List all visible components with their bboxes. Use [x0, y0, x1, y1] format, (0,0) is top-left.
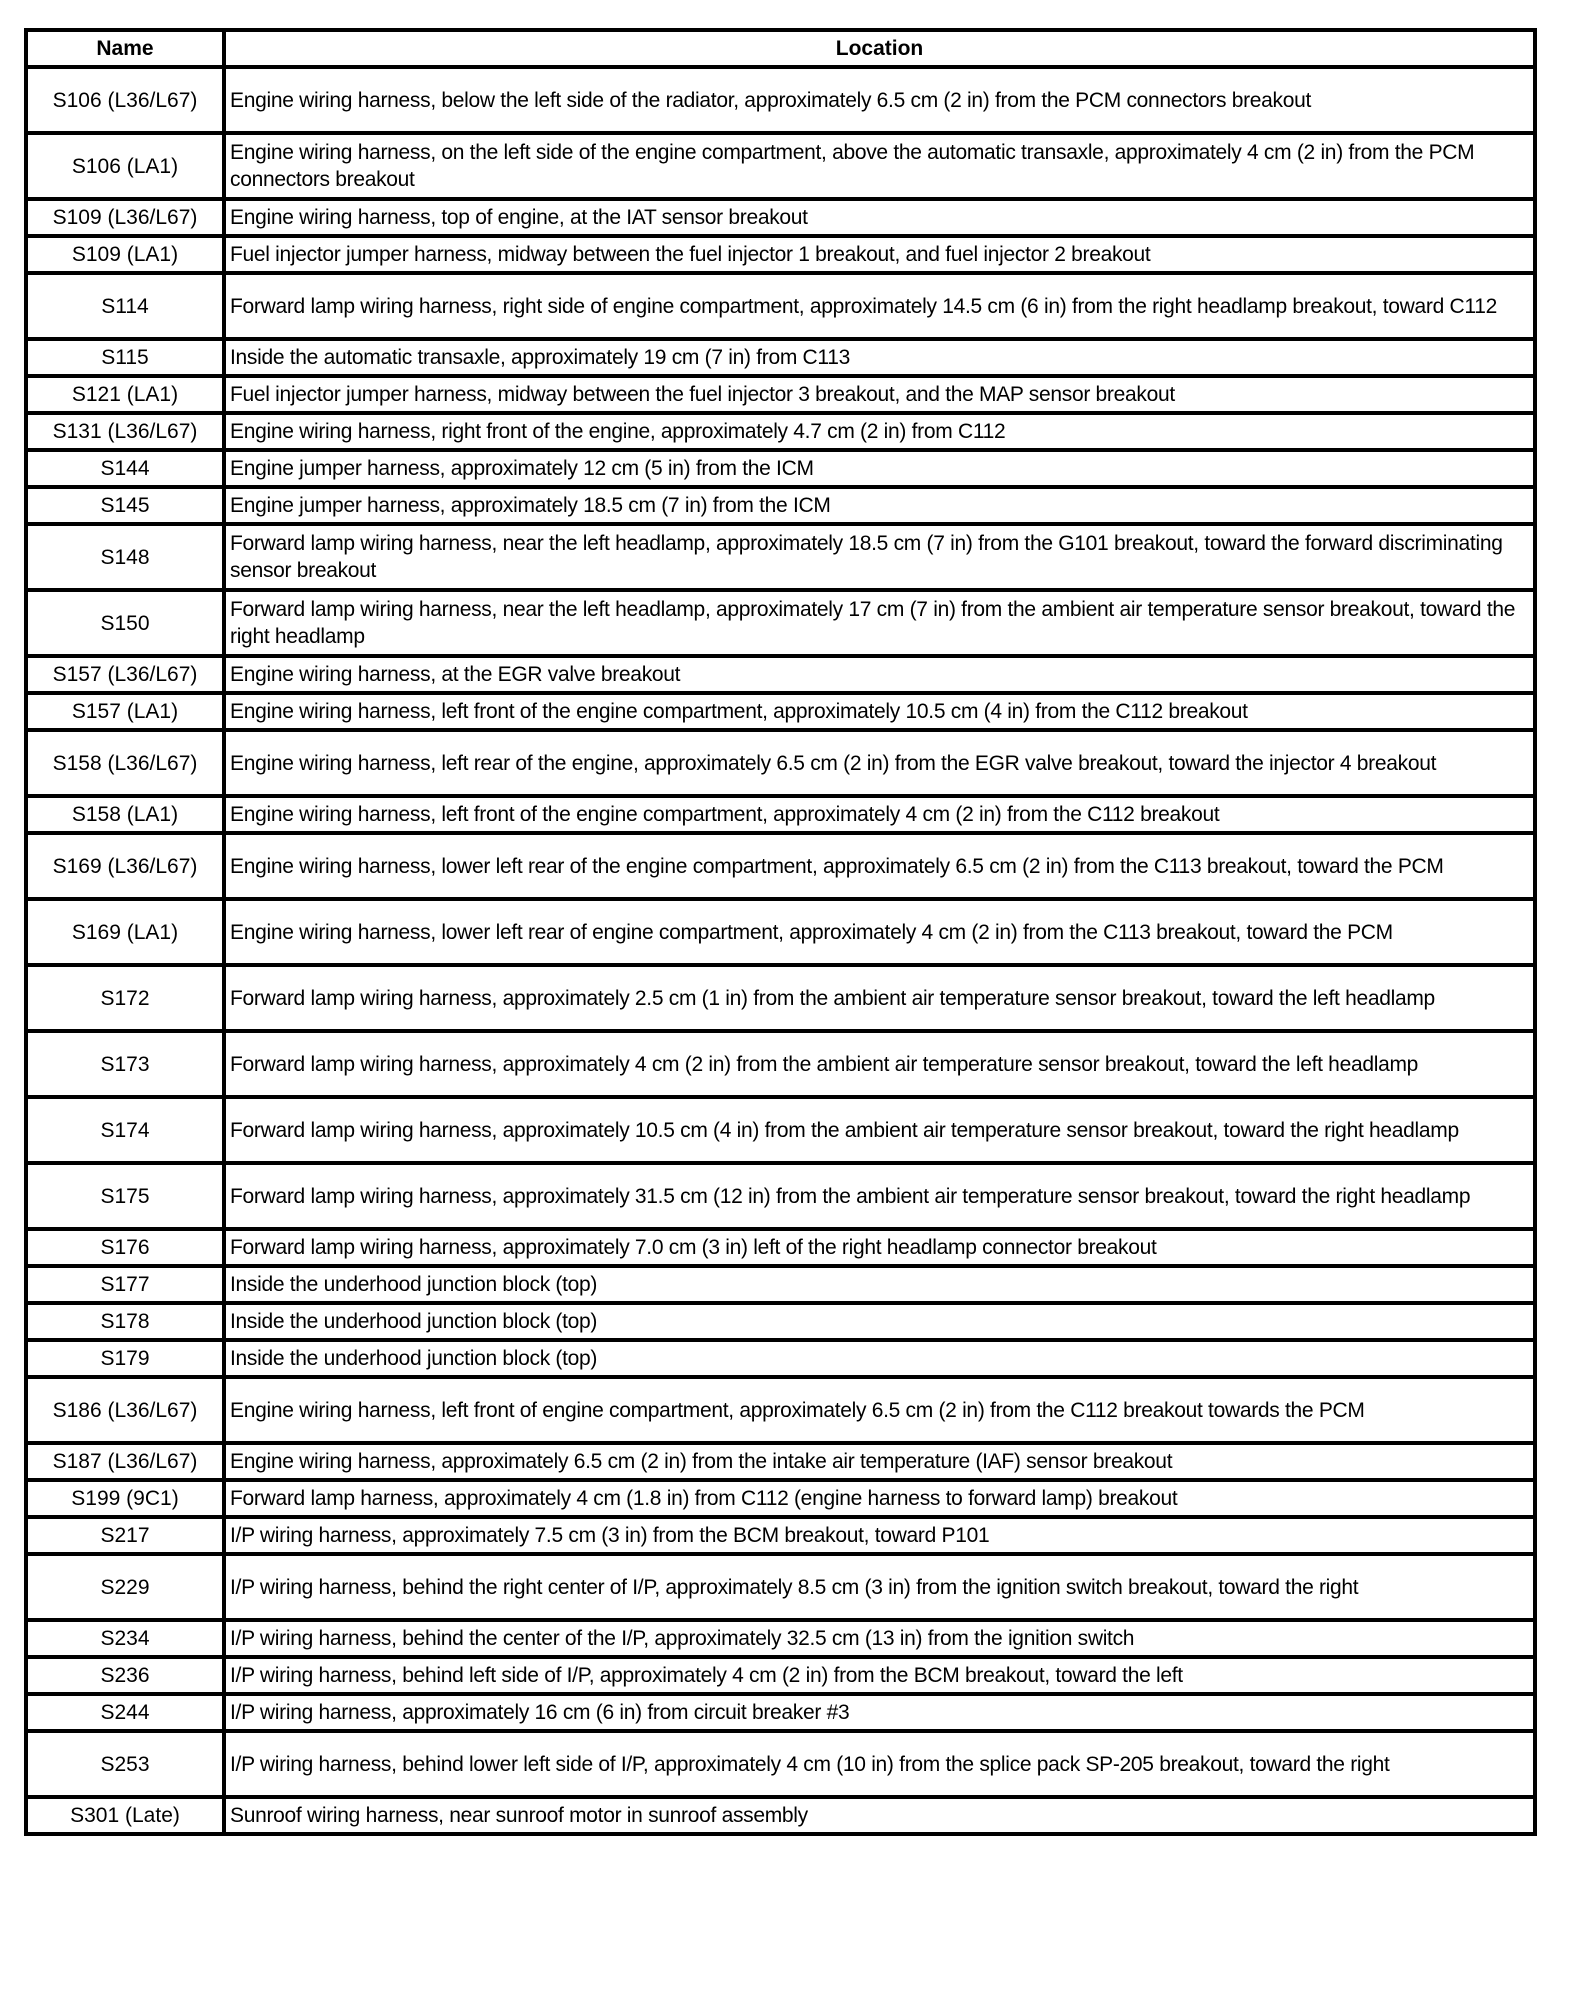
splice-name-cell: S229 — [26, 1554, 224, 1620]
column-header-location: Location — [224, 30, 1535, 67]
splice-location-cell: Forward lamp wiring harness, near the left headlamp, approximately 18.5 cm (7 in) from the G101 breakout, toward the forward discriminating sensor breakout — [224, 524, 1535, 590]
splice-location-cell: Forward lamp wiring harness, approximately 4 cm (2 in) from the ambient air temperature sensor breakout, toward the left headlamp — [224, 1031, 1535, 1097]
splice-location-cell: Engine wiring harness, lower left rear of the engine compartment, approximately 6.5 cm (2 in) from the C113 breakout, toward the PCM — [224, 833, 1535, 899]
splice-location-cell: Engine wiring harness, approximately 6.5 cm (2 in) from the intake air temperature (IAF) sensor breakout — [224, 1443, 1535, 1480]
splice-name-cell: S176 — [26, 1229, 224, 1266]
table-row — [26, 1031, 1535, 1097]
splice-name-cell: S157 (L36/L67) — [26, 656, 224, 693]
table-row — [26, 730, 1535, 796]
splice-name-cell: S173 — [26, 1031, 224, 1097]
table-row — [26, 413, 1535, 450]
table-row — [26, 1163, 1535, 1229]
table-row — [26, 1303, 1535, 1340]
table-row — [26, 1797, 1535, 1834]
splice-location-cell: Forward lamp wiring harness, right side of engine compartment, approximately 14.5 cm (6 in) from the right headlamp breakout, toward C112 — [224, 273, 1535, 339]
splice-location-cell: Forward lamp harness, approximately 4 cm (1.8 in) from C112 (engine harness to forward lamp) breakout — [224, 1480, 1535, 1517]
splice-location-cell: Inside the underhood junction block (top) — [224, 1303, 1535, 1340]
table-row — [26, 339, 1535, 376]
splice-location-cell: Engine wiring harness, on the left side of the engine compartment, above the automatic transaxle, approximately 4 cm (2 in) from the PCM connectors breakout — [224, 133, 1535, 199]
splice-location-cell: Engine wiring harness, left rear of the engine, approximately 6.5 cm (2 in) from the EGR valve breakout, toward the injector 4 breakout — [224, 730, 1535, 796]
splice-location-cell: Engine wiring harness, at the EGR valve breakout — [224, 656, 1535, 693]
table-row — [26, 67, 1535, 133]
table-row — [26, 1731, 1535, 1797]
splice-name-cell: S158 (LA1) — [26, 796, 224, 833]
table-row — [26, 965, 1535, 1031]
splice-location-cell: Forward lamp wiring harness, near the left headlamp, approximately 17 cm (7 in) from the ambient air temperature sensor breakout, toward the right headlamp — [224, 590, 1535, 656]
splice-name-cell: S234 — [26, 1620, 224, 1657]
splice-name-cell: S106 (LA1) — [26, 133, 224, 199]
splice-name-cell: S121 (LA1) — [26, 376, 224, 413]
splice-location-cell: Engine jumper harness, approximately 12 cm (5 in) from the ICM — [224, 450, 1535, 487]
splice-location-table — [24, 28, 1537, 1836]
splice-location-cell: Engine wiring harness, left front of the engine compartment, approximately 4 cm (2 in) from the C112 breakout — [224, 796, 1535, 833]
table-header-row — [26, 30, 1535, 67]
splice-location-cell: I/P wiring harness, approximately 16 cm (6 in) from circuit breaker #3 — [224, 1694, 1535, 1731]
splice-name-cell: S106 (L36/L67) — [26, 67, 224, 133]
splice-name-cell: S236 — [26, 1657, 224, 1694]
splice-location-cell: Fuel injector jumper harness, midway between the fuel injector 1 breakout, and fuel injector 2 breakout — [224, 236, 1535, 273]
splice-location-cell: Engine wiring harness, left front of the engine compartment, approximately 10.5 cm (4 in) from the C112 breakout — [224, 693, 1535, 730]
splice-location-cell: I/P wiring harness, behind the center of the I/P, approximately 32.5 cm (13 in) from the ignition switch — [224, 1620, 1535, 1657]
splice-location-cell: I/P wiring harness, behind the right center of I/P, approximately 8.5 cm (3 in) from the ignition switch breakout, toward the right — [224, 1554, 1535, 1620]
splice-name-cell: S178 — [26, 1303, 224, 1340]
splice-name-cell: S144 — [26, 450, 224, 487]
table-row — [26, 236, 1535, 273]
table-row — [26, 376, 1535, 413]
table-row — [26, 487, 1535, 524]
table-row — [26, 524, 1535, 590]
table-row — [26, 833, 1535, 899]
splice-name-cell: S175 — [26, 1163, 224, 1229]
table-row — [26, 693, 1535, 730]
table-row — [26, 899, 1535, 965]
splice-location-cell: Fuel injector jumper harness, midway between the fuel injector 3 breakout, and the MAP sensor breakout — [224, 376, 1535, 413]
splice-location-cell: I/P wiring harness, behind lower left side of I/P, approximately 4 cm (10 in) from the splice pack SP-205 breakout, toward the right — [224, 1731, 1535, 1797]
splice-location-cell: Engine wiring harness, top of engine, at the IAT sensor breakout — [224, 199, 1535, 236]
splice-name-cell: S169 (L36/L67) — [26, 833, 224, 899]
table-row — [26, 1517, 1535, 1554]
table-row — [26, 1097, 1535, 1163]
splice-name-cell: S177 — [26, 1266, 224, 1303]
table-row — [26, 1443, 1535, 1480]
splice-name-cell: S150 — [26, 590, 224, 656]
column-header-name: Name — [26, 30, 224, 67]
table-row — [26, 199, 1535, 236]
splice-location-cell: Inside the underhood junction block (top) — [224, 1266, 1535, 1303]
splice-name-cell: S115 — [26, 339, 224, 376]
splice-location-cell: Forward lamp wiring harness, approximately 31.5 cm (12 in) from the ambient air temperature sensor breakout, toward the right headlamp — [224, 1163, 1535, 1229]
table-row — [26, 133, 1535, 199]
table-row — [26, 1480, 1535, 1517]
splice-location-cell: Forward lamp wiring harness, approximately 2.5 cm (1 in) from the ambient air temperature sensor breakout, toward the left headlamp — [224, 965, 1535, 1031]
splice-name-cell: S169 (LA1) — [26, 899, 224, 965]
splice-name-cell: S301 (Late) — [26, 1797, 224, 1834]
table-row — [26, 796, 1535, 833]
splice-name-cell: S217 — [26, 1517, 224, 1554]
table-row — [26, 1657, 1535, 1694]
splice-location-cell: Engine wiring harness, lower left rear of engine compartment, approximately 4 cm (2 in) from the C113 breakout, toward the PCM — [224, 899, 1535, 965]
splice-name-cell: S199 (9C1) — [26, 1480, 224, 1517]
splice-location-cell: I/P wiring harness, behind left side of I/P, approximately 4 cm (2 in) from the BCM breakout, toward the left — [224, 1657, 1535, 1694]
splice-name-cell: S109 (L36/L67) — [26, 199, 224, 236]
splice-name-cell: S253 — [26, 1731, 224, 1797]
splice-name-cell: S187 (L36/L67) — [26, 1443, 224, 1480]
splice-name-cell: S174 — [26, 1097, 224, 1163]
splice-location-cell: I/P wiring harness, approximately 7.5 cm (3 in) from the BCM breakout, toward P101 — [224, 1517, 1535, 1554]
table-row — [26, 590, 1535, 656]
splice-name-cell: S109 (LA1) — [26, 236, 224, 273]
splice-name-cell: S186 (L36/L67) — [26, 1377, 224, 1443]
splice-location-cell: Sunroof wiring harness, near sunroof motor in sunroof assembly — [224, 1797, 1535, 1834]
splice-name-cell: S148 — [26, 524, 224, 590]
splice-name-cell: S172 — [26, 965, 224, 1031]
splice-location-cell: Forward lamp wiring harness, approximately 7.0 cm (3 in) left of the right headlamp connector breakout — [224, 1229, 1535, 1266]
table-row — [26, 1340, 1535, 1377]
splice-location-cell: Engine jumper harness, approximately 18.5 cm (7 in) from the ICM — [224, 487, 1535, 524]
splice-location-cell: Engine wiring harness, below the left side of the radiator, approximately 6.5 cm (2 in) from the PCM connectors breakout — [224, 67, 1535, 133]
table-row — [26, 656, 1535, 693]
table-row — [26, 1620, 1535, 1657]
splice-location-cell: Inside the automatic transaxle, approximately 19 cm (7 in) from C113 — [224, 339, 1535, 376]
table-row — [26, 1266, 1535, 1303]
splice-name-cell: S244 — [26, 1694, 224, 1731]
table-row — [26, 1554, 1535, 1620]
table-body — [26, 67, 1535, 1834]
splice-location-cell: Engine wiring harness, right front of the engine, approximately 4.7 cm (2 in) from C112 — [224, 413, 1535, 450]
splice-name-cell: S131 (L36/L67) — [26, 413, 224, 450]
table-row — [26, 1694, 1535, 1731]
table-row — [26, 1229, 1535, 1266]
splice-name-cell: S145 — [26, 487, 224, 524]
splice-name-cell: S157 (LA1) — [26, 693, 224, 730]
splice-location-cell: Engine wiring harness, left front of engine compartment, approximately 6.5 cm (2 in) from the C112 breakout towards the PCM — [224, 1377, 1535, 1443]
splice-location-cell: Inside the underhood junction block (top) — [224, 1340, 1535, 1377]
splice-name-cell: S158 (L36/L67) — [26, 730, 224, 796]
splice-name-cell: S179 — [26, 1340, 224, 1377]
table-row — [26, 273, 1535, 339]
splice-name-cell: S114 — [26, 273, 224, 339]
table-row — [26, 1377, 1535, 1443]
table-row — [26, 450, 1535, 487]
splice-location-cell: Forward lamp wiring harness, approximately 10.5 cm (4 in) from the ambient air temperature sensor breakout, toward the right headlamp — [224, 1097, 1535, 1163]
